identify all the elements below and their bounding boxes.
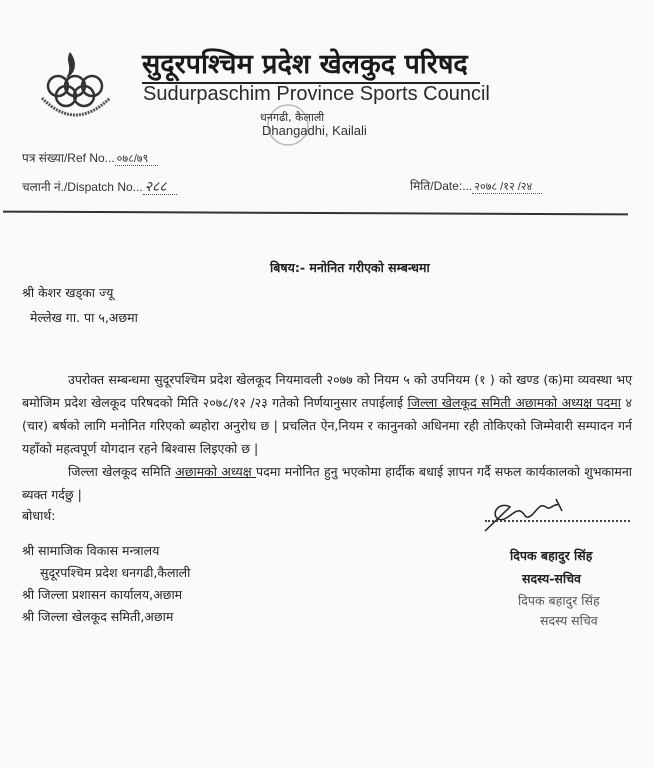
sports-council-logo [36, 48, 114, 126]
council-title-nepali: सुदूरपश्चिम प्रदेश खेलकुद परिषद [142, 44, 480, 84]
body-paragraph-2: जिल्ला खेलकूद समिति अछामको अध्यक्ष पदमा मनोनित हुनु भएकोमा हार्दीक बधाई ज्ञापन गर्दै सफल कार्यकालको शुभकामना ब्यक्त गर्दछु | [22, 464, 633, 502]
signature-line [485, 520, 630, 522]
signatory-name: दिपक बहादुर सिंह [510, 548, 593, 563]
ref-number: पत्र संख्या/Ref No... ०७८/७९ [22, 149, 158, 166]
signatory-title: सदस्य-सचिव [522, 571, 581, 586]
date: मिति/Date:... २०७८ /१२ /२४ [410, 177, 542, 194]
address-nepali: धनगढी, कैलाली [260, 111, 325, 124]
address-english: Dhangadhi, Kailali [262, 123, 367, 138]
recipient-address: मेल्लेख गा. पा ५,अछमा [30, 310, 138, 325]
cc-item: श्री जिल्ला खेलकूद समिती,अछाम [22, 609, 174, 624]
header-divider [3, 211, 628, 216]
subject: बिषय:- मनोनित गरीएको सम्बन्धमा [270, 260, 430, 275]
body-paragraph-1: उपरोक्त सम्बन्धमा सुदूरपश्चिम प्रदेश खेलकूद नियमावली २०७७ को नियम ५ को उपनियम (१ ) को खण्ड (क)मा व्यवस्था भए बमोजिम प्रदेश खेलकूद परिषदको मिति २०७८/१२ /२३ गतेको निर्णयानुसार तपाईलाई जिल्ला खेलकूद समिती अछामको अध्यक्ष पदमा ४ (चार) बर्षको लागि मनोनित गरिएको ब्यहोरा अनुरोध छ | प्रचलित ऐन,नियम र कानुनको अधिनमा रही तोकिएको जिम्मेवारी सम्पादन गर्न यहाँको महत्वपूर्ण योगदान रहने बिश्वास लिइएको छ | [22, 372, 632, 456]
cc-item: सुदूरपश्चिम प्रदेश धनगढी,कैलाली [40, 565, 191, 580]
stamp-name: दिपक बहादुर सिंह [518, 593, 600, 608]
cc-label: बोधार्थ: [22, 508, 56, 523]
cc-item: श्री सामाजिक विकास मन्त्रालय [22, 543, 160, 558]
recipient-name: श्री केशर खड्का ज्यू [22, 285, 114, 300]
signature [480, 493, 575, 533]
council-title-english: Sudurpaschim Province Sports Council [143, 83, 490, 105]
stamp-title: सदस्य सचिव [540, 613, 598, 628]
cc-item: श्री जिल्ला प्रशासन कार्यालय,अछाम [22, 587, 183, 602]
dispatch-number: चलानी नं./Dispatch No... २८८ [22, 177, 177, 196]
